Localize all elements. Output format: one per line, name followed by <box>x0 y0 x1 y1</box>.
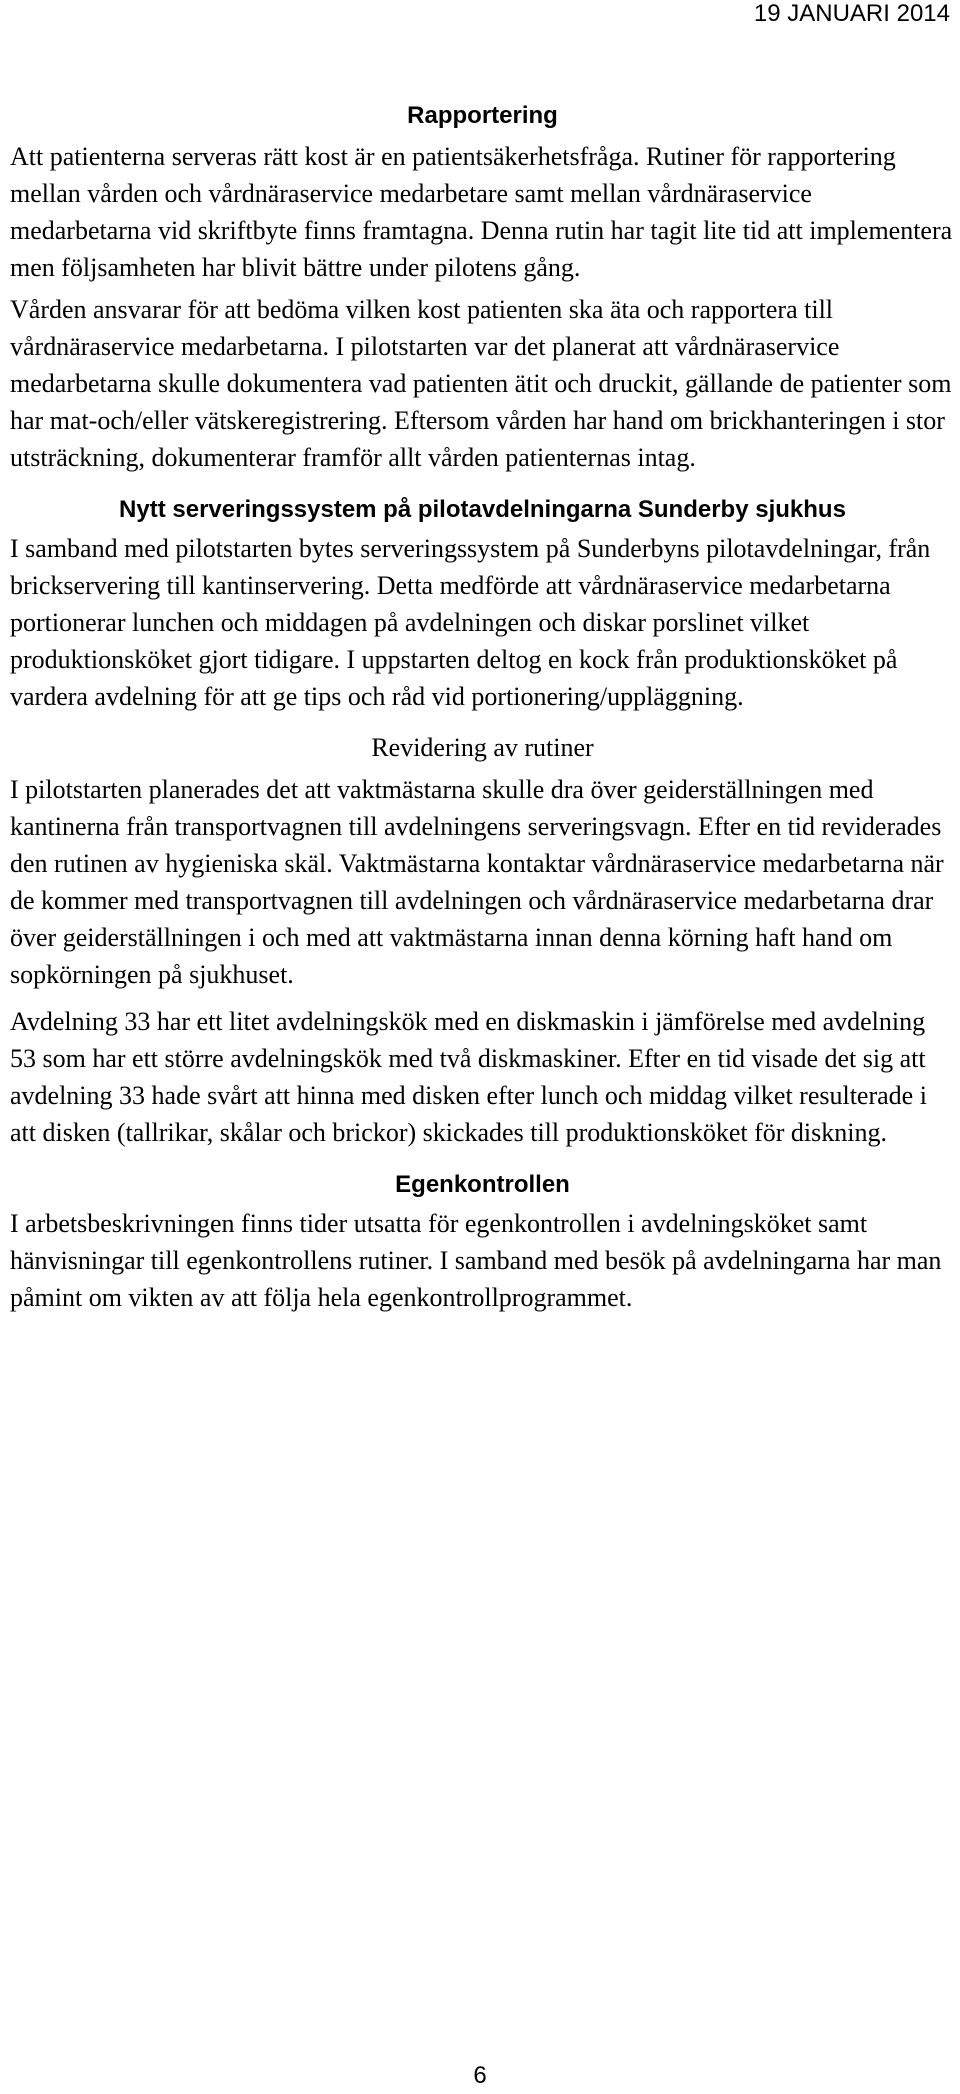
header-date: 19 JANUARI 2014 <box>753 0 950 27</box>
heading-rapportering: Rapportering <box>407 102 558 129</box>
paragraph-rapportering-2: Vården ansvarar för att bedöma vilken kost patienten ska äta och rapportera till vårdnäraservice medarbetarna. I pilotstarten var det planerat att vårdnäraservice medarbetarna skulle dokumentera vad patienten ätit och druckit, gällande de patienter som har mat-och/eller vätskeregistrering. Eftersom vården har hand om brickhanteringen i stor utsträckning, dokumenterar framför allt vården patienternas intag. <box>10 295 952 472</box>
heading-serveringssystem: Nytt serveringssystem på pilotavdelningarna Sunderby sjukhus <box>119 496 846 523</box>
paragraph-egenkontrollen-1: I arbetsbeskrivningen finns tider utsatta för egenkontrollen i avdelningsköket samt hänvisningar till egenkontrollens rutiner. I samband med besök på avdelningarna har man påmint om vikten av att följa hela egenkontrollprogrammet. <box>10 1209 942 1312</box>
paragraph-revidering-1: I pilotstarten planerades det att vaktmästarna skulle dra över geiderställningen med kantinerna från transportvagnen till avdelningens serveringsvagn. Efter en tid reviderades den rutinen av hygieniska skäl. Vaktmästarna kontaktar vårdnäraservice medarbetarna när de kommer med transportvagnen till avdelningen och vårdnäraservice medarbetarna drar över geiderställningen i och med att vaktmästarna innan denna körning haft hand om sopkörningen på sjukhuset. <box>10 775 944 989</box>
paragraph-rapportering-1: Att patienterna serveras rätt kost är en patientsäkerhetsfråga. Rutiner för rapportering mellan vården och vårdnäraservice medarbetare samt mellan vårdnäraservice medarbetarna vid skriftbyte finns framtagna. Denna rutin har tagit lite tid att implementera men följsamheten har blivit bättre under pilotens gång. <box>10 142 953 282</box>
heading-revidering: Revidering av rutiner <box>371 733 594 762</box>
paragraph-serveringssystem-1: I samband med pilotstarten bytes serveringssystem på Sunderbyns pilotavdelningar, från brickservering till kantinservering. Detta medförde att vårdnäraservice medarbetarna portionerar lunchen och middagen på avdelningen och diskar porslinet vilket produktionsköket gjort tidigare. I uppstarten deltog en kock från produktionsköket på vardera avdelning för att ge tips och råd vid portionering/uppläggning. <box>10 534 931 711</box>
document-body <box>10 102 955 1316</box>
paragraph-revidering-2: Avdelning 33 har ett litet avdelningskök med en diskmaskin i jämförelse med avdelning 53 som har ett större avdelningskök med två diskmaskiner. Efter en tid visade det sig att avdelning 33 hade svårt att hinna med disken efter lunch och middag vilket resulterade i att disken (tallrikar, skålar och brickor) skickades till produktionsköket för diskning. <box>10 1007 927 1147</box>
heading-egenkontrollen: Egenkontrollen <box>395 1171 570 1198</box>
page-number: 6 <box>473 2062 487 2089</box>
